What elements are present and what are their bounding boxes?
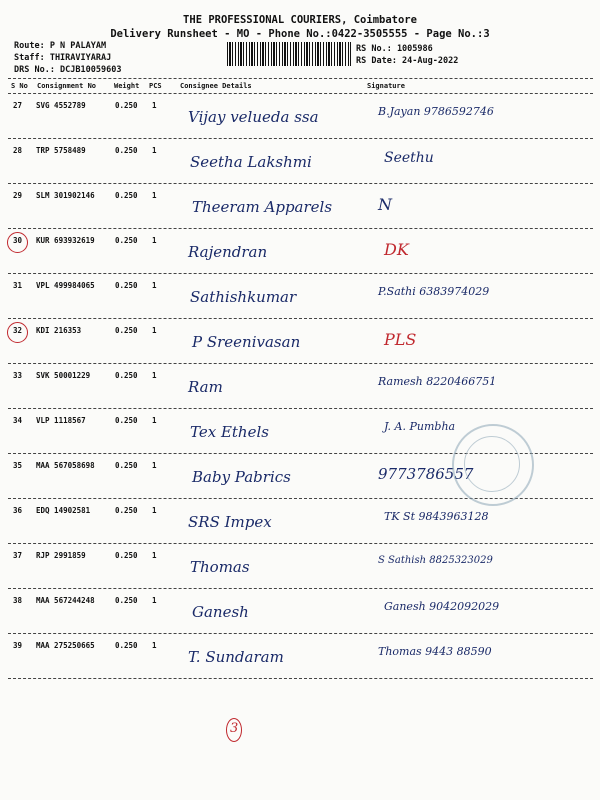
rs-info (356, 43, 458, 67)
row-consignment: EDQ 14902581 (36, 506, 91, 515)
row-weight: 0.250 (115, 281, 138, 290)
row-signature-handwriting: TK St 9843963128 (384, 510, 489, 523)
row-pcs: 1 (152, 416, 157, 425)
row-pcs: 1 (152, 281, 157, 290)
row-sno: 27 (13, 101, 23, 110)
route-info (14, 40, 121, 76)
row-consignment: SLM 301902146 (36, 191, 95, 200)
row-divider (8, 273, 593, 274)
row-consignment: MAA 567244248 (36, 596, 95, 605)
row-signature-handwriting: Seethu (384, 150, 434, 166)
row-consignee-handwriting: T. Sundaram (188, 648, 284, 666)
page-mark: 3 (230, 721, 239, 736)
rs-date: RS Date: 24-Aug-2022 (356, 56, 459, 66)
row-consignee-handwriting: SRS Impex (188, 513, 272, 531)
row-divider (8, 363, 593, 364)
row-signature-handwriting: Thomas 9443 88590 (378, 645, 492, 658)
row-sno: 37 (13, 551, 23, 560)
row-divider (8, 183, 593, 184)
row-consignee-handwriting: Ganesh (192, 603, 249, 621)
row-divider (8, 543, 593, 544)
row-consignment: RJP 2991859 (36, 551, 86, 560)
row-consignee-handwriting: Ram (188, 378, 223, 396)
row-consignment: VLP 1118567 (36, 416, 86, 425)
row-divider (8, 318, 593, 319)
row-weight: 0.250 (115, 236, 138, 245)
row-sno: 31 (13, 281, 23, 290)
row-consignment: SVG 4552789 (36, 101, 86, 110)
row-consignee-handwriting: Seetha Lakshmi (190, 153, 312, 171)
row-marked-circle (7, 232, 28, 253)
row-weight: 0.250 (115, 371, 138, 380)
row-consignee-handwriting: Sathishkumar (190, 288, 297, 306)
row-consignment: TRP 5758489 (36, 146, 86, 155)
col-signature: Signature (367, 82, 405, 90)
row-signature-handwriting: 9773786557 (378, 465, 474, 483)
row-consignment: MAA 275250665 (36, 641, 95, 650)
row-sno: 36 (13, 506, 23, 515)
row-pcs: 1 (152, 461, 157, 470)
row-pcs: 1 (152, 641, 157, 650)
row-sno: 28 (13, 146, 23, 155)
row-signature-handwriting: Ramesh 8220466751 (378, 375, 497, 388)
row-pcs: 1 (152, 326, 157, 335)
row-weight: 0.250 (115, 191, 138, 200)
row-divider (8, 228, 593, 229)
row-divider (8, 678, 593, 679)
runsheet-subtitle: Delivery Runsheet - MO - Phone No.:0422-3505555 - Page No.:3 (110, 28, 490, 40)
company-stamp (452, 424, 534, 506)
row-consignment: KUR 693932619 (36, 236, 95, 245)
row-pcs: 1 (152, 371, 157, 380)
row-signature-handwriting: S Sathish 8825323029 (378, 555, 493, 566)
staff-line: Staff: THIRAVIYARAJ (14, 53, 112, 63)
row-marked-circle (7, 322, 28, 343)
row-sno: 29 (13, 191, 23, 200)
row-consignment: SVK 50001229 (36, 371, 91, 380)
row-sno: 30 (13, 236, 23, 245)
barcode (227, 42, 351, 66)
row-weight: 0.250 (115, 146, 138, 155)
row-consignment: MAA 567058698 (36, 461, 95, 470)
row-weight: 0.250 (115, 506, 138, 515)
row-weight: 0.250 (115, 101, 138, 110)
row-divider (8, 588, 593, 589)
row-weight: 0.250 (115, 551, 138, 560)
header-top-rule (8, 78, 593, 79)
row-sno: 33 (13, 371, 23, 380)
row-consignee-handwriting: Baby Pabrics (192, 468, 291, 486)
row-weight: 0.250 (115, 641, 138, 650)
drs-line: DRS No.: DCJB10059603 (14, 65, 122, 75)
row-sno: 32 (13, 326, 23, 335)
row-pcs: 1 (152, 506, 157, 515)
row-consignee-handwriting: Thomas (190, 558, 250, 576)
row-divider (8, 138, 593, 139)
row-consignee-handwriting: Rajendran (188, 243, 268, 261)
row-sno: 35 (13, 461, 23, 470)
row-signature-handwriting: DK (384, 240, 409, 259)
company-title: THE PROFESSIONAL COURIERS, Coimbatore (183, 14, 417, 26)
row-signature-handwriting: P.Sathi 6383974029 (378, 285, 490, 298)
rs-no: RS No.: 1005986 (356, 44, 433, 54)
row-weight: 0.250 (115, 326, 138, 335)
row-weight: 0.250 (115, 596, 138, 605)
row-divider (8, 408, 593, 409)
row-divider (8, 633, 593, 634)
row-weight: 0.250 (115, 461, 138, 470)
row-consignee-handwriting: P Sreenivasan (192, 333, 301, 351)
row-sno: 38 (13, 596, 23, 605)
row-pcs: 1 (152, 596, 157, 605)
row-consignee-handwriting: Tex Ethels (190, 423, 269, 441)
row-signature-handwriting: J. A. Pumbha (384, 420, 456, 433)
row-consignment: VPL 499984065 (36, 281, 95, 290)
row-sno: 34 (13, 416, 23, 425)
row-pcs: 1 (152, 101, 157, 110)
row-sno: 39 (13, 641, 23, 650)
row-consignment: KDI 216353 (36, 326, 82, 335)
row-weight: 0.250 (115, 416, 138, 425)
col-consignee: Consignee Details (180, 82, 252, 90)
header-bottom-rule (8, 93, 593, 94)
col-consignment: Consignment No (37, 82, 97, 90)
row-signature-handwriting: Ganesh 9042092029 (384, 600, 500, 613)
row-pcs: 1 (152, 551, 157, 560)
row-consignee-handwriting: Theeram Apparels (192, 198, 333, 216)
row-consignee-handwriting: Vijay velueda ssa (188, 108, 319, 126)
row-signature-handwriting: N (378, 195, 392, 214)
row-signature-handwriting: B.Jayan 9786592746 (378, 105, 494, 118)
col-weight: Weight (114, 82, 140, 90)
row-pcs: 1 (152, 191, 157, 200)
row-signature-handwriting: PLS (384, 330, 417, 349)
row-pcs: 1 (152, 236, 157, 245)
col-pcs: PCS (149, 82, 162, 90)
col-sno: S No (11, 82, 28, 90)
route-line: Route: P N PALAYAM (14, 41, 107, 51)
row-pcs: 1 (152, 146, 157, 155)
